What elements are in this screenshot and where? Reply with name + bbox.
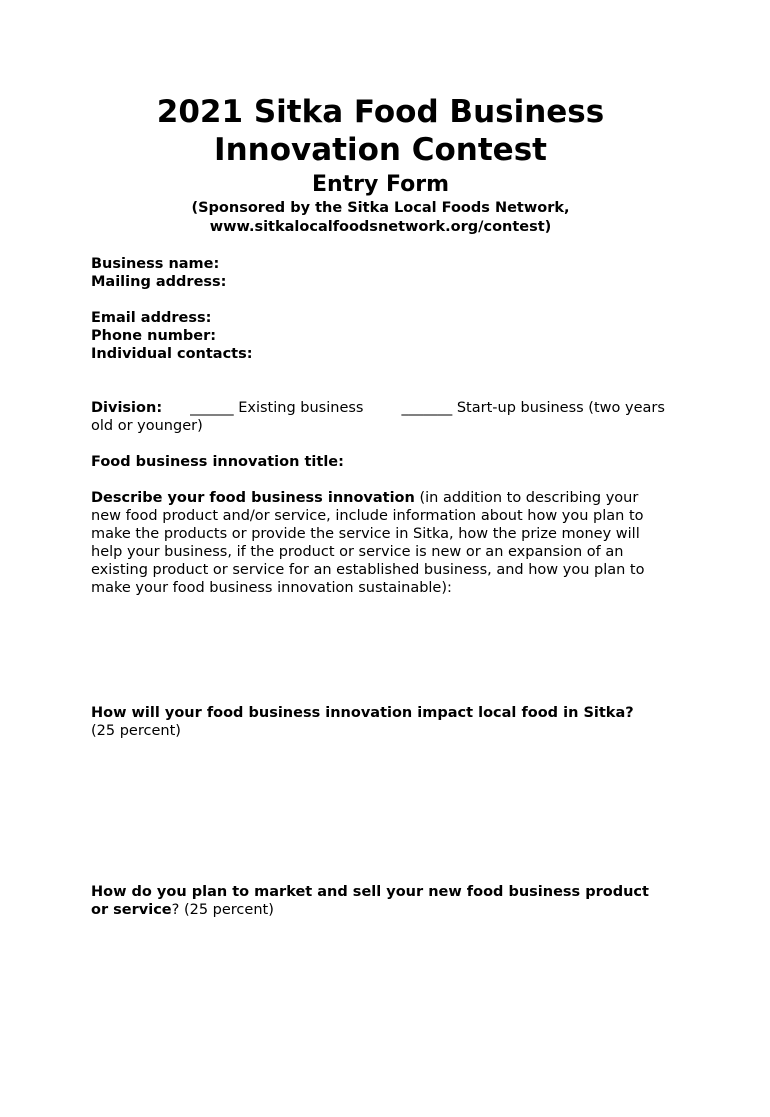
describe-innovation-question xyxy=(91,489,670,597)
impact-question-weight: (25 percent) xyxy=(91,723,181,739)
page-subtitle: Entry Form xyxy=(311,172,450,197)
existing-business-option: Existing business xyxy=(238,400,364,416)
startup-business-option: Start-up business (two years old or younger) xyxy=(91,400,665,434)
sponsor-line-1: (Sponsored by the Sitka Local Foods Network, xyxy=(191,200,570,216)
market-question-heading: How do you plan to market and sell your new food business product or service xyxy=(91,884,649,918)
sponsor-line-2: www.sitkalocalfoodsnetwork.org/contest) xyxy=(209,219,552,235)
form-page xyxy=(0,93,770,1117)
describe-innovation-heading: Describe your food business innovation xyxy=(91,490,415,506)
page-title: 2021 Sitka Food Business Innovation Contest xyxy=(156,94,605,168)
market-question-weight: ? (25 percent) xyxy=(171,902,274,918)
impact-question xyxy=(91,704,670,740)
individual-contacts-label: Individual contacts: xyxy=(91,346,253,362)
contact-fields-group-2 xyxy=(91,309,670,363)
market-question xyxy=(91,883,670,919)
contact-fields-group-1 xyxy=(91,255,670,291)
existing-business-blank: ______ xyxy=(190,400,234,416)
mailing-address-label: Mailing address: xyxy=(91,274,227,290)
sponsor-note xyxy=(91,199,670,237)
division-section xyxy=(91,399,670,435)
describe-innovation-instructions: (in addition to describing your new food product and/or service, include information about how you plan to make the products or provide the service in Sitka, how the prize money will help your business, if the product or service is new or an expansion of an existing product or service for an established business, and how you plan to make your food business innovation sustainable): xyxy=(91,490,645,596)
business-name-label: Business name: xyxy=(91,256,220,272)
phone-number-label: Phone number: xyxy=(91,328,217,344)
division-label: Division: xyxy=(91,400,163,416)
innovation-title-label: Food business innovation title: xyxy=(91,454,344,470)
startup-business-blank: _______ xyxy=(401,400,453,416)
impact-question-heading: How will your food business innovation impact local food in Sitka? xyxy=(91,705,634,721)
email-address-label: Email address: xyxy=(91,310,212,326)
